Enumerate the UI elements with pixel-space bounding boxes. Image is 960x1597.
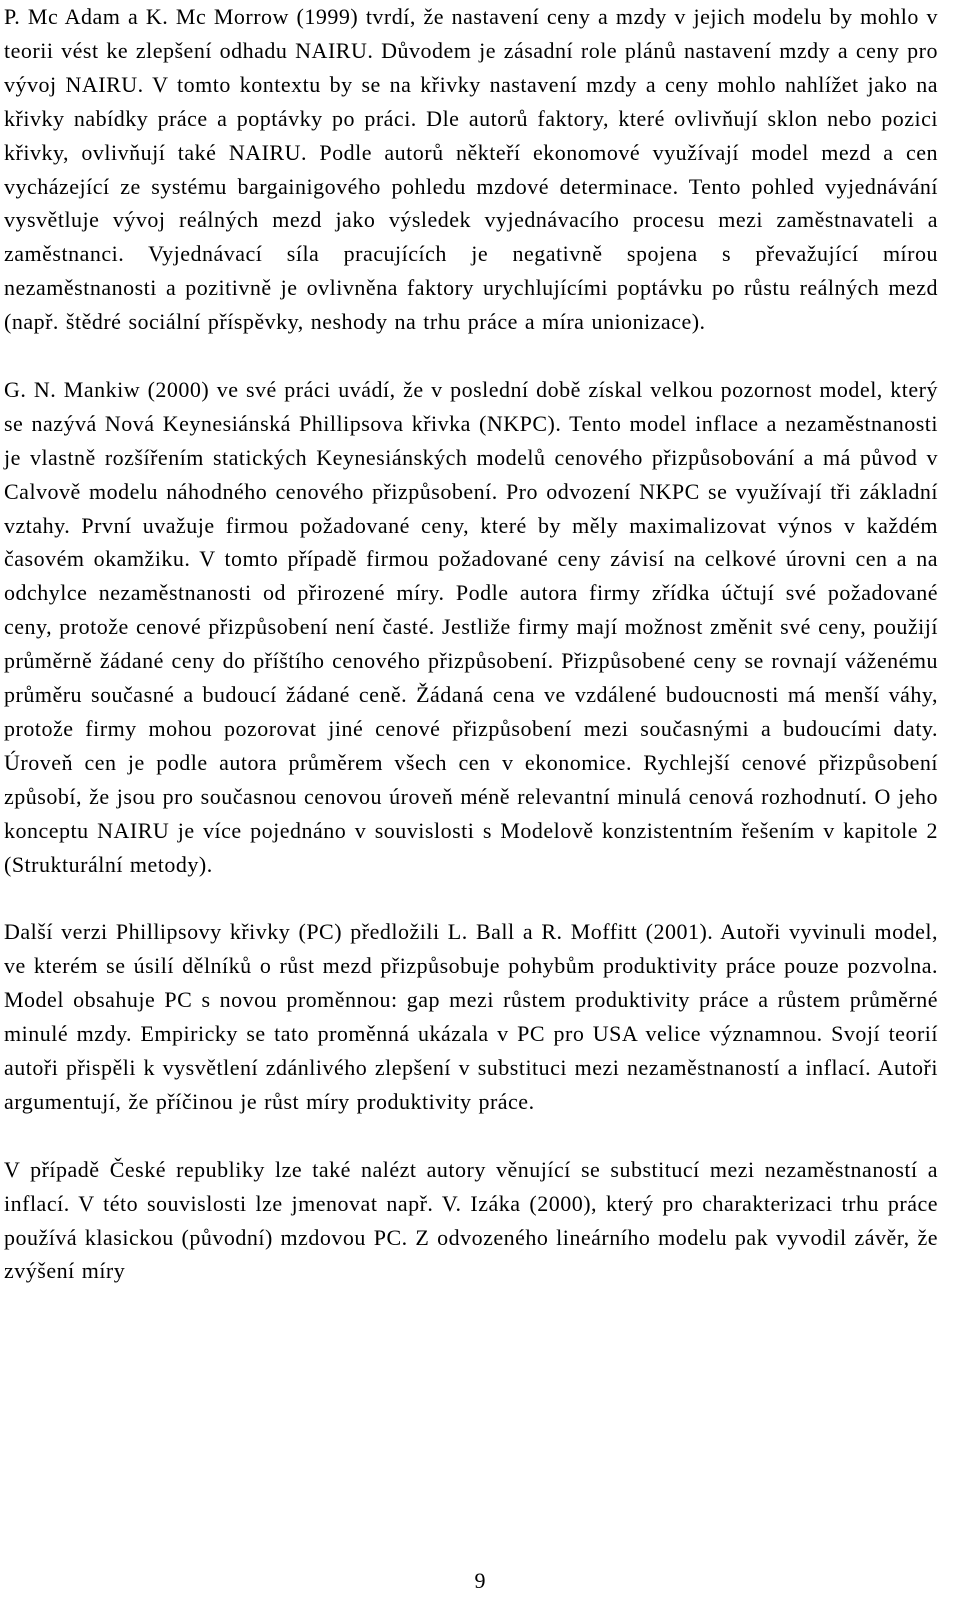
page-number: 9 [474, 1568, 486, 1593]
paragraph-1: P. Mc Adam a K. Mc Morrow (1999) tvrdí, že nastavení ceny a mzdy v jejich modelu by mohlo v teorii vést ke zlepšení odhadu NAIRU. Důvodem je zásadní role plánů nastavení mzdy a ceny pro vývoj NAIRU. V tomto kontextu by se na křivky nastavení mzdy a ceny mohlo nahlížet jako na křivky nabídky práce a poptávky po práci. Dle autorů faktory, které ovlivňují sklon nebo pozici křivky, ovlivňují také NAIRU. Podle autorů někteří ekonomové využívají model mezd a cen vycházející ze systému bargainigového pohledu mzdové determinace. Tento pohled vyjednávání vysvětluje vývoj reálných mezd jako výsledek vyjednávacího procesu mezi zaměstnavateli a zaměstnanci. Vyjednávací síla pracujících je negativně spojena s převažující mírou nezaměstnanosti a pozitivně je ovlivněna faktory urychlujícími poptávku po růstu reálných mezd (např. štědré sociální příspěvky, neshody na trhu práce a míra unionizace). [4, 4, 938, 335]
document-body [4, 0, 938, 1288]
paragraph-3: Další verzi Phillipsovy křivky (PC) předložili L. Ball a R. Moffitt (2001). Autoři vyvinuli model, ve kterém se úsilí dělníků o růst mezd přizpůsobuje pohybům produktivity práce pouze pozvolna. Model obsahuje PC s novou proměnnou: gap mezi růstem produktivity práce a růstem průměrné minulé mzdy. Empiricky se tato proměnná ukázala v PC pro USA velice významnou. Svojí teorií autoři přispěli k vysvětlení zdánlivého zlepšení v substituci mezi nezaměstnaností a inflací. Autoři argumentují, že příčinou je růst míry produktivity práce. [4, 919, 938, 1114]
paragraph-2: G. N. Mankiw (2000) ve své práci uvádí, že v poslední době získal velkou pozornost model, který se nazývá Nová Keynesiánská Phillipsova křivka (NKPC). Tento model inflace a nezaměstnanosti je vlastně rozšířením statických Keynesiánských modelů cenového přizpůsobování a má původ v Calvově modelu náhodného cenového přizpůsobení. Pro odvození NKPC se využívají tři základní vztahy. První uvažuje firmou požadované ceny, které by měly maximalizovat výnos v každém časovém okamžiku. V tomto případě firmou požadované ceny závisí na celkové úrovni cen a na odchylce nezaměstnanosti od přirozené míry. Podle autora firmy zřídka účtují své požadované ceny, protože cenové přizpůsobení není časté. Jestliže firmy mají možnost změnit své ceny, použijí průměrně žádané ceny do příštího cenového přizpůsobení. Přizpůsobené ceny se rovnají váženému průměru současné a budoucí žádané ceně. Žádaná cena ve vzdálené budoucnosti má menší váhy, protože firmy mohou pozorovat jiné cenové přizpůsobení mezi současnými a budoucími daty. Úroveň cen je podle autora průměrem všech cen v ekonomice. Rychlejší cenové přizpůsobení způsobí, že jsou pro současnou cenovou úroveň méně relevantní minulá cenová rozhodnutí. O jeho konceptu NAIRU je více pojednáno v souvislosti s Modelově konzistentním řešením v kapitole 2 (Strukturální metody). [4, 376, 938, 877]
paragraph-4: V případě České republiky lze také nalézt autory věnující se substitucí mezi nezaměstnaností a inflací. V této souvislosti lze jmenovat např. V. Izáka (2000), který pro charakterizaci trhu práce používá klasickou (původní) mzdovou PC. Z odvozeného lineárního modelu pak vyvodil závěr, že zvýšení míry [4, 1156, 938, 1284]
